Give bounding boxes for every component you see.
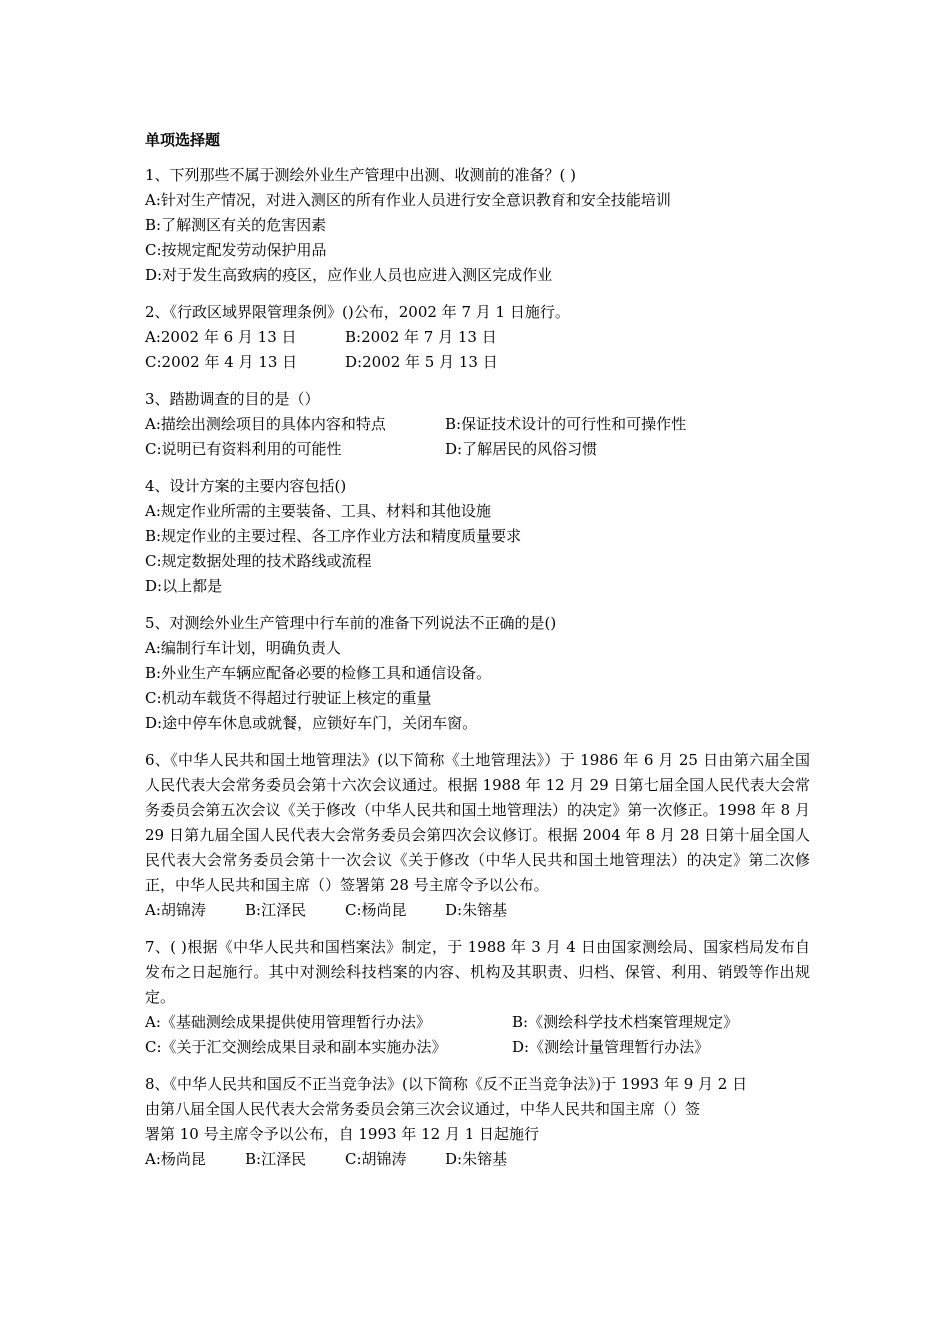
option-a: A:胡锦涛 (145, 901, 206, 919)
option-d: D:途中停车休息或就餐，应锁好车门，关闭车窗。 (145, 714, 478, 732)
option-c: C:2002 年 4 月 13 日 (145, 353, 298, 371)
question-6 (145, 748, 810, 923)
option-c: C:杨尚昆 (345, 901, 407, 919)
option-a: A:规定作业所需的主要装备、工具、材料和其他设施 (145, 502, 491, 520)
option-row (145, 1010, 810, 1035)
option-d: D:以上都是 (145, 577, 223, 595)
question-stem: 2、《行政区域界限管理条例》()公布，2002 年 7 月 1 日施行。 (145, 303, 570, 321)
option-row (145, 325, 810, 350)
option-a: A:杨尚昆 (145, 1150, 206, 1168)
option-row (145, 1147, 810, 1172)
option-c: C:按规定配发劳动保护用品 (145, 241, 327, 259)
question-4 (145, 474, 810, 599)
option-b: B:2002 年 7 月 13 日 (345, 328, 497, 346)
question-stem-line: 由第八届全国人民代表大会常务委员会第三次会议通过，中华人民共和国主席（）签 (145, 1100, 701, 1118)
option-c: C:《关于汇交测绘成果目录和副本实施办法》 (145, 1038, 447, 1056)
question-8 (145, 1072, 810, 1172)
option-a: A:2002 年 6 月 13 日 (145, 328, 297, 346)
option-b: B:江泽民 (245, 1150, 307, 1168)
option-d: D:朱镕基 (445, 901, 508, 919)
option-b: B:保证技术设计的可行性和可操作性 (445, 415, 687, 433)
option-row (145, 1035, 810, 1060)
option-a: A:《基础测绘成果提供使用管理暂行办法》 (145, 1013, 431, 1031)
question-3 (145, 387, 810, 462)
option-a: A:针对生产情况，对进入测区的所有作业人员进行安全意识教育和安全技能培训 (145, 191, 671, 209)
option-d: D:朱镕基 (445, 1150, 508, 1168)
option-a: A:编制行车计划，明确负责人 (145, 639, 341, 657)
question-stem: 4、设计方案的主要内容包括() (145, 477, 347, 495)
exam-page (145, 128, 810, 1184)
option-row (145, 350, 810, 375)
option-c: C:规定数据处理的技术路线或流程 (145, 552, 372, 570)
question-1 (145, 163, 810, 288)
option-a: A:描绘出测绘项目的具体内容和特点 (145, 415, 386, 433)
option-b: B:了解测区有关的危害因素 (145, 216, 327, 234)
option-c: C:说明已有资料利用的可能性 (145, 440, 342, 458)
option-b: B:外业生产车辆应配备必要的检修工具和通信设备。 (145, 664, 492, 682)
option-d: D:《测绘计量管理暂行办法》 (512, 1038, 710, 1056)
option-b: B:《测绘科学技术档案管理规定》 (512, 1013, 739, 1031)
question-7 (145, 935, 810, 1060)
option-b: B:规定作业的主要过程、各工序作业方法和精度质量要求 (145, 527, 522, 545)
question-stem: 5、对测绘外业生产管理中行车前的准备下列说法不正确的是() (145, 614, 557, 632)
option-row (145, 437, 810, 462)
question-2 (145, 300, 810, 375)
option-c: C:机动车载货不得超过行驶证上核定的重量 (145, 689, 432, 707)
option-row (145, 898, 810, 923)
question-5 (145, 611, 810, 736)
option-c: C:胡锦涛 (345, 1150, 407, 1168)
question-stem: 3、踏勘调查的目的是（） (145, 390, 320, 408)
option-d: D:对于发生高致病的疫区，应作业人员也应进入测区完成作业 (145, 266, 553, 284)
question-stem: 6、《中华人民共和国土地管理法》(以下简称《土地管理法》）于 1986 年 6 月 25 日由第六届全国人民代表大会常务委员会第十六次会议通过。根据 1988 年 12 月 29 日第七届全国人民代表大会常务委员会第五次会议《关于修改（中华人民共和国土地管理法）的决定》第一次修正。1998 年 8 月 29 日第九届全国人民代表大会常务委员会第四次会议修订。根据 2004 年 8 月 28 日第十届全国人民代表大会常务委员会第十一次会议《关于修改（中华人民共和国土地管理法）的决定》第二次修正，中华人民共和国主席（）签署第 28 号主席令予以公布。 (145, 751, 810, 894)
option-b: B:江泽民 (245, 901, 307, 919)
option-row (145, 412, 810, 437)
option-d: D:2002 年 5 月 13 日 (345, 353, 498, 371)
question-stem-line: 8、《中华人民共和国反不正当竞争法》(以下简称《反不正当竞争法》)于 1993 年 9 月 2 日 (145, 1075, 748, 1093)
option-d: D:了解居民的风俗习惯 (445, 440, 598, 458)
section-title: 单项选择题 (145, 131, 221, 149)
question-stem: 7、( )根据《中华人民共和国档案法》制定，于 1988 年 3 月 4 日由国家测绘局、国家档局发布自发布之日起施行。其中对测绘科技档案的内容、机构及其职责、归档、保管、利用、销毁等作出规定。 (145, 938, 810, 1006)
question-stem-line: 署第 10 号主席令予以公布，自 1993 年 12 月 1 日起施行 (145, 1125, 540, 1143)
question-stem: 1、下列那些不属于测绘外业生产管理中出测、收测前的准备？( ) (145, 166, 577, 184)
